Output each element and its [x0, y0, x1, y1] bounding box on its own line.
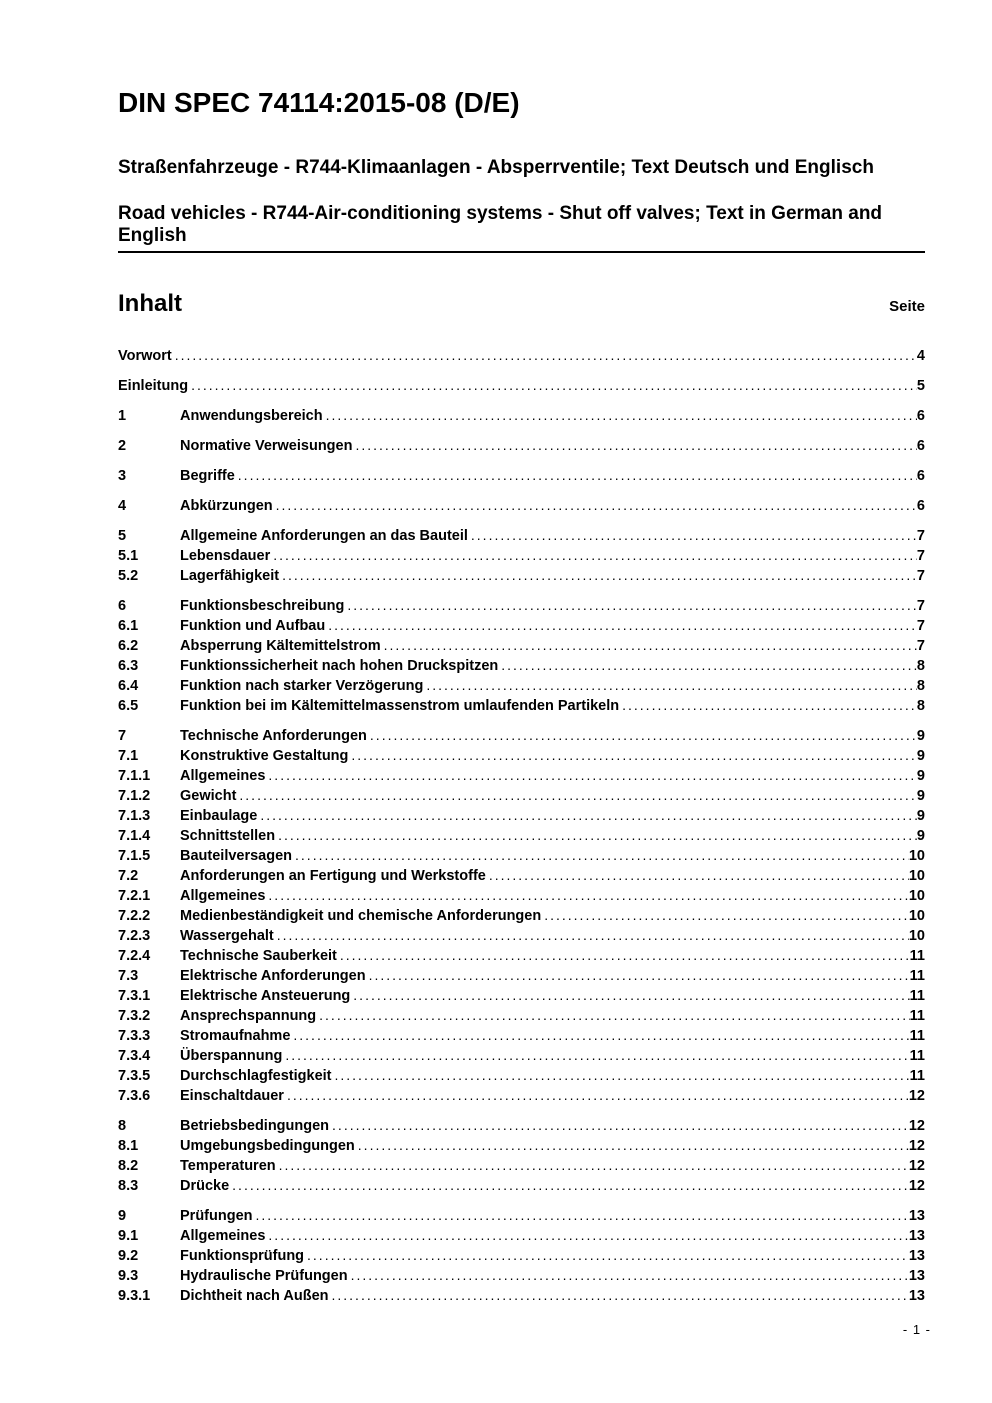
toc-entry-page: 12 — [908, 1088, 925, 1104]
toc-leader-dots — [253, 1206, 909, 1225]
toc-entry — [118, 906, 925, 926]
toc-entry-number: 7.1.4 — [118, 828, 151, 844]
toc-leader-dots — [468, 526, 917, 545]
toc-entry-page: 6 — [916, 408, 925, 424]
toc-entry-label: Hydraulische Prüfungen — [180, 1268, 348, 1284]
toc-leader-dots — [235, 466, 917, 485]
toc-entry-number: 9.2 — [118, 1248, 139, 1264]
toc-leader-dots — [265, 1226, 908, 1245]
toc-entry — [118, 636, 925, 656]
toc-entry-label: Schnittstellen — [180, 828, 276, 844]
toc-entry-page: 9 — [916, 748, 925, 764]
toc-entry-number: 6.2 — [118, 638, 139, 654]
toc-entry-label: Dichtheit nach Außen — [180, 1288, 329, 1304]
toc-entry-page: 7 — [916, 618, 925, 634]
toc-entry-page: 13 — [908, 1288, 925, 1304]
page-number-footer: - 1 - — [902, 1322, 931, 1337]
toc-leader-dots — [541, 906, 909, 925]
toc-leader-dots — [381, 636, 917, 655]
toc-leader-dots — [276, 1156, 909, 1175]
toc-group — [118, 406, 925, 426]
toc-entry-number: 6.1 — [118, 618, 139, 634]
toc-leader-dots — [188, 376, 917, 395]
toc-leader-dots — [265, 766, 917, 785]
toc-group — [118, 1116, 925, 1196]
toc-group — [118, 596, 925, 716]
toc-leader-dots — [282, 1046, 909, 1065]
toc-entry-page: 12 — [908, 1178, 925, 1194]
toc-group — [118, 376, 925, 396]
toc-group — [118, 526, 925, 586]
toc-entry-number: 5.1 — [118, 548, 139, 564]
toc-entry-page: 7 — [916, 548, 925, 564]
toc-heading: Inhalt — [118, 290, 182, 317]
toc-entry-number: 6.5 — [118, 698, 139, 714]
toc-entry-number: 2 — [118, 438, 127, 454]
toc-entry-number: 7.3.4 — [118, 1048, 151, 1064]
toc-entry — [118, 1266, 925, 1286]
toc-entry-page: 7 — [916, 638, 925, 654]
toc-entry-number: 7.3.6 — [118, 1088, 151, 1104]
toc-entry-label: Stromaufnahme — [180, 1028, 291, 1044]
toc-entry-label: Konstruktive Gestaltung — [180, 748, 349, 764]
toc-entry-label: Normative Verweisungen — [180, 438, 353, 454]
toc-leader-dots — [284, 1086, 909, 1105]
toc-entry-page: 11 — [909, 1068, 925, 1084]
toc-entry-page: 12 — [908, 1118, 925, 1134]
toc-entry-number: 3 — [118, 468, 127, 484]
toc-leader-dots — [329, 1286, 909, 1305]
toc-leader-dots — [366, 966, 910, 985]
toc-entry-label: Vorwort — [118, 348, 172, 364]
toc-entry — [118, 1206, 925, 1226]
toc-entry-number: 7.2 — [118, 868, 139, 884]
toc-entry-page: 12 — [908, 1138, 925, 1154]
toc-group — [118, 726, 925, 1106]
toc-entry — [118, 526, 925, 546]
toc-entry-label: Absperrung Kältemittelstrom — [180, 638, 381, 654]
toc-entry-label: Funktionsbeschreibung — [180, 598, 345, 614]
document-title: DIN SPEC 74114:2015-08 (D/E) — [118, 87, 520, 118]
toc-entry-page: 10 — [908, 848, 925, 864]
toc-entry — [118, 1246, 925, 1266]
toc-entry-label: Überspannung — [180, 1048, 283, 1064]
toc-entry-label: Elektrische Ansteuerung — [180, 988, 351, 1004]
toc-entry-page: 8 — [916, 678, 925, 694]
toc-leader-dots — [304, 1246, 909, 1265]
toc-entry-number: 7.1.5 — [118, 848, 151, 864]
toc-entry — [118, 746, 925, 766]
toc-entry-number: 4 — [118, 498, 127, 514]
toc-leader-dots — [270, 546, 917, 565]
toc-entry-number: 7.3.3 — [118, 1028, 151, 1044]
toc-leader-dots — [486, 866, 909, 885]
toc-entry-label: Gewicht — [180, 788, 237, 804]
toc-entry-label: Allgemeines — [180, 888, 266, 904]
toc-entry-label: Einschaltdauer — [180, 1088, 284, 1104]
toc-entry-number: 7.2.1 — [118, 888, 151, 904]
toc-entry — [118, 1066, 925, 1086]
toc-entry-label: Wassergehalt — [180, 928, 274, 944]
toc-entry-number: 6.3 — [118, 658, 139, 674]
toc-entry — [118, 1026, 925, 1046]
toc-entry — [118, 566, 925, 586]
toc-entry-page: 9 — [916, 808, 925, 824]
toc-entry-label: Bauteilversagen — [180, 848, 293, 864]
toc-entry-label: Betriebsbedingungen — [180, 1118, 330, 1134]
subtitle-english: Road vehicles - R744-Air-conditioning systems - Shut off valves; Text in German and English — [118, 203, 883, 246]
toc-entry-page: 12 — [908, 1158, 925, 1174]
toc-group — [118, 436, 925, 456]
toc-entry — [118, 1086, 925, 1106]
toc-entry-page: 5 — [916, 378, 925, 394]
toc-entry — [118, 946, 925, 966]
toc-leader-dots — [257, 806, 917, 825]
toc-entry-label: Ansprechspannung — [180, 1008, 317, 1024]
toc-entry-number: 7.3.2 — [118, 1008, 151, 1024]
toc-entry-label: Prüfungen — [180, 1208, 253, 1224]
toc-entry-page: 6 — [916, 498, 925, 514]
toc-entry-page: 10 — [908, 928, 925, 944]
toc-header-row — [118, 292, 925, 316]
toc-leader-dots — [229, 1176, 909, 1195]
toc-entry — [118, 926, 925, 946]
toc-entry-page: 13 — [908, 1228, 925, 1244]
toc-entry-page: 7 — [916, 568, 925, 584]
toc-entry-label: Einleitung — [118, 378, 189, 394]
toc-leader-dots — [337, 946, 910, 965]
toc-entry-page: 9 — [916, 728, 925, 744]
toc-entry-label: Technische Anforderungen — [180, 728, 367, 744]
toc-entry-number: 7 — [118, 728, 127, 744]
toc-entry-number: 7.3 — [118, 968, 139, 984]
toc-entry-page: 11 — [909, 968, 925, 984]
toc-leader-dots — [332, 1066, 910, 1085]
toc-entry — [118, 466, 925, 486]
toc-entry-label: Durchschlagfestigkeit — [180, 1068, 332, 1084]
toc-entry — [118, 1156, 925, 1176]
subtitle-german: Straßenfahrzeuge - R744-Klimaanlagen - Absperrventile; Text Deutsch und Englisch — [118, 157, 874, 178]
toc-entry-page: 10 — [908, 908, 925, 924]
toc-entry-page: 9 — [916, 768, 925, 784]
toc-entry — [118, 786, 925, 806]
toc-leader-dots — [273, 496, 917, 515]
toc-entry — [118, 766, 925, 786]
header-divider — [118, 251, 925, 253]
toc-entry — [118, 826, 925, 846]
toc-entry — [118, 1046, 925, 1066]
toc-entry — [118, 376, 925, 396]
toc-entry-label: Allgemeine Anforderungen an das Bauteil — [180, 528, 468, 544]
toc-entry-label: Einbaulage — [180, 808, 258, 824]
toc-entry-number: 7.1.1 — [118, 768, 151, 784]
toc-entry-number: 9 — [118, 1208, 127, 1224]
toc-entry-page: 11 — [909, 988, 925, 1004]
toc-group — [118, 496, 925, 516]
toc-entry — [118, 696, 925, 716]
toc-entry-number: 7.1 — [118, 748, 139, 764]
toc-entry — [118, 436, 925, 456]
toc-entry-page: 9 — [916, 828, 925, 844]
toc-entry — [118, 1286, 925, 1306]
toc-leader-dots — [352, 436, 916, 455]
toc-entry-page: 11 — [909, 1048, 925, 1064]
toc-entry-page: 10 — [908, 868, 925, 884]
toc-leader-dots — [236, 786, 917, 805]
toc-entry-page: 4 — [916, 348, 925, 364]
toc-entry-label: Abkürzungen — [180, 498, 273, 514]
toc-leader-dots — [265, 886, 908, 905]
toc-leader-dots — [292, 846, 909, 865]
toc-entry-label: Funktionsprüfung — [180, 1248, 305, 1264]
toc-entry-page: 13 — [908, 1208, 925, 1224]
toc-entry-label: Funktionssicherheit nach hohen Druckspitzen — [180, 658, 499, 674]
toc-entry-number: 7.2.3 — [118, 928, 151, 944]
toc-entry-page: 13 — [908, 1268, 925, 1284]
toc-entry — [118, 546, 925, 566]
toc-group — [118, 346, 925, 366]
toc-entry — [118, 726, 925, 746]
toc-entry — [118, 986, 925, 1006]
toc-entry-label: Funktion nach starker Verzögerung — [180, 678, 424, 694]
toc-entry-number: 7.1.2 — [118, 788, 151, 804]
toc-entry-label: Temperaturen — [180, 1158, 276, 1174]
toc-leader-dots — [329, 1116, 909, 1135]
toc-entry-number: 8.1 — [118, 1138, 139, 1154]
toc-page-column-label: Seite — [889, 298, 925, 315]
toc-entry-page: 8 — [916, 658, 925, 674]
toc-leader-dots — [172, 346, 917, 365]
toc-entry-label: Drücke — [180, 1178, 230, 1194]
toc-entry-number: 1 — [118, 408, 127, 424]
toc-entry — [118, 846, 925, 866]
toc-entry-page: 10 — [908, 888, 925, 904]
toc-leader-dots — [350, 986, 909, 1005]
toc-entry — [118, 1176, 925, 1196]
toc-leader-dots — [348, 746, 917, 765]
toc-entry — [118, 656, 925, 676]
toc-entry-number: 6 — [118, 598, 127, 614]
toc-leader-dots — [423, 676, 917, 695]
toc-leader-dots — [274, 926, 909, 945]
toc-entry-label: Allgemeines — [180, 1228, 266, 1244]
toc-entry-number: 6.4 — [118, 678, 139, 694]
toc-entry — [118, 1226, 925, 1246]
toc-leader-dots — [344, 596, 917, 615]
toc-leader-dots — [290, 1026, 909, 1045]
toc-entry — [118, 1006, 925, 1026]
toc-entry-page: 7 — [916, 528, 925, 544]
toc-leader-dots — [316, 1006, 910, 1025]
toc-entry-label: Umgebungsbedingungen — [180, 1138, 355, 1154]
toc-entry-page: 8 — [916, 698, 925, 714]
toc-entry — [118, 806, 925, 826]
toc-entry-label: Medienbeständigkeit und chemische Anforderungen — [180, 908, 542, 924]
toc-entry-label: Elektrische Anforderungen — [180, 968, 366, 984]
toc-leader-dots — [275, 826, 917, 845]
toc-entry-page: 7 — [916, 598, 925, 614]
toc-entry-page: 11 — [909, 948, 925, 964]
table-of-contents — [118, 346, 925, 1306]
toc-entry — [118, 676, 925, 696]
toc-entry-page: 6 — [916, 468, 925, 484]
toc-leader-dots — [325, 616, 917, 635]
toc-entry-label: Begriffe — [180, 468, 235, 484]
toc-entry-label: Allgemeines — [180, 768, 266, 784]
toc-entry-label: Funktion bei im Kältemittelmassenstrom umlaufenden Partikeln — [180, 698, 620, 714]
toc-entry-number: 8.3 — [118, 1178, 139, 1194]
toc-leader-dots — [348, 1266, 909, 1285]
toc-entry — [118, 596, 925, 616]
toc-entry — [118, 866, 925, 886]
toc-entry-number: 7.2.4 — [118, 948, 151, 964]
toc-entry-number: 9.3 — [118, 1268, 139, 1284]
toc-entry — [118, 966, 925, 986]
toc-entry-number: 7.1.3 — [118, 808, 151, 824]
toc-entry — [118, 496, 925, 516]
toc-group — [118, 1206, 925, 1306]
toc-entry-page: 11 — [909, 1028, 925, 1044]
toc-leader-dots — [619, 696, 917, 715]
toc-entry-number: 7.3.5 — [118, 1068, 151, 1084]
toc-entry — [118, 886, 925, 906]
toc-entry-page: 11 — [909, 1008, 925, 1024]
toc-entry-page: 13 — [908, 1248, 925, 1264]
toc-entry-number: 7.3.1 — [118, 988, 151, 1004]
toc-entry — [118, 406, 925, 426]
toc-group — [118, 466, 925, 486]
toc-entry-page: 6 — [916, 438, 925, 454]
toc-leader-dots — [355, 1136, 909, 1155]
toc-entry-label: Funktion und Aufbau — [180, 618, 326, 634]
toc-entry-page: 9 — [916, 788, 925, 804]
toc-leader-dots — [279, 566, 917, 585]
toc-entry — [118, 1116, 925, 1136]
toc-entry-label: Technische Sauberkeit — [180, 948, 337, 964]
toc-entry — [118, 346, 925, 366]
toc-entry-number: 8.2 — [118, 1158, 139, 1174]
toc-leader-dots — [367, 726, 917, 745]
toc-leader-dots — [498, 656, 917, 675]
toc-entry-number: 9.1 — [118, 1228, 139, 1244]
toc-entry-label: Lagerfähigkeit — [180, 568, 280, 584]
toc-entry-label: Lebensdauer — [180, 548, 271, 564]
toc-entry-number: 7.2.2 — [118, 908, 151, 924]
toc-entry-number: 8 — [118, 1118, 127, 1134]
toc-entry — [118, 1136, 925, 1156]
toc-entry-number: 5 — [118, 528, 127, 544]
toc-entry — [118, 616, 925, 636]
toc-entry-number: 9.3.1 — [118, 1288, 151, 1304]
toc-entry-number: 5.2 — [118, 568, 139, 584]
toc-entry-label: Anforderungen an Fertigung und Werkstoffe — [180, 868, 486, 884]
toc-entry-label: Anwendungsbereich — [180, 408, 323, 424]
toc-leader-dots — [323, 406, 917, 425]
